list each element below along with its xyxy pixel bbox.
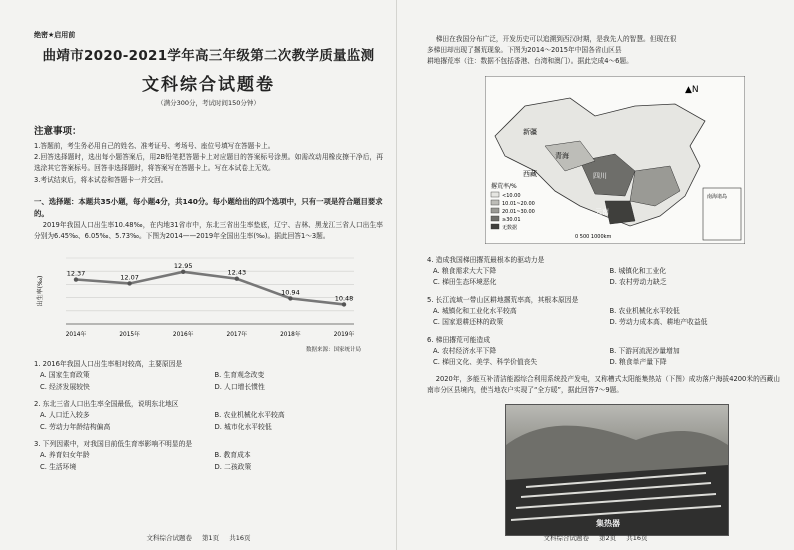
option-B[interactable]: B. 生育观念改变 <box>214 371 265 380</box>
x-tick-label: 2015年 <box>119 332 140 339</box>
option-C[interactable]: C. 梯田生态环境恶化 <box>433 278 497 287</box>
option-A[interactable]: A. 粮食需求大大下降 <box>433 266 497 275</box>
x-tick-label: 2019年 <box>333 332 355 339</box>
option-B[interactable]: B. 农业机械化水平较高 <box>214 411 285 420</box>
data-point <box>74 278 78 282</box>
option-B[interactable]: B. 下游河流泥沙量增加 <box>609 346 680 355</box>
map-label-qinghai: 青海 <box>555 151 569 160</box>
data-point <box>235 277 239 281</box>
map-legend-2: 10.01~20.00 <box>502 200 535 207</box>
map-legend-5: 无数据 <box>502 224 518 231</box>
chart-source: 数据来源：国家统计局 <box>305 347 361 354</box>
option-A[interactable]: A. 养育妇女年龄 <box>40 451 90 460</box>
map-legend-1: <10.00 <box>502 192 521 199</box>
data-label: 12.37 <box>66 269 86 278</box>
map-label-xinjiang: 新疆 <box>523 127 537 136</box>
terrace-intro-line-2: 多梯田却出现了撂荒现象。下图为2014～2015年中国各省山区县 <box>427 46 622 55</box>
option-D[interactable]: D. 农村劳动力缺乏 <box>609 278 667 287</box>
left-question-1-stem: 2. 东北三省人口出生率全国最低，说明东北地区 <box>34 400 179 409</box>
option-C[interactable]: C. 劳动力年龄结构偏高 <box>40 422 111 431</box>
map-legend-4: ≥30.01 <box>502 216 521 223</box>
birth-rate-chart <box>34 248 383 344</box>
right-question-2-options <box>427 346 780 369</box>
option-D[interactable]: D. 粮食单产量下降 <box>609 358 667 367</box>
right-question-1-options <box>427 306 780 329</box>
terrace-intro-line-3: 耕地撂荒率（注：数据不包括香港、台湾和澳门）。据此完成4～6题。 <box>427 57 633 66</box>
map-scale: 0 500 1000km <box>575 233 612 240</box>
option-D[interactable]: D. 二孩政策 <box>214 462 252 471</box>
data-point <box>342 302 346 306</box>
notice-1: 1.答题前，考生务必用自己的姓名、准考证号、考场号、座位号填写在答题卡上。 <box>34 142 275 150</box>
right-footer: 文科综合试题卷 第2页 共16页 <box>543 534 648 542</box>
map-label-yunnan: 云南 <box>595 207 609 216</box>
option-A[interactable]: A. 农村经济水平下降 <box>433 346 497 355</box>
left-questions <box>34 358 383 473</box>
birth-rate-chart-svg <box>34 248 364 340</box>
exam-title: 曲靖市2020-2021学年高三年级第二次教学质量监测 <box>42 48 375 64</box>
subject-title: 文科综合试题卷 <box>142 75 275 95</box>
solar-collector-photo <box>505 404 729 536</box>
photo-label: 集热器 <box>596 519 620 529</box>
x-tick-label: 2014年 <box>65 332 87 339</box>
solar-collector-photo-svg <box>506 405 728 535</box>
map-label-xizang: 西藏 <box>523 169 537 178</box>
x-tick-label: 2016年 <box>172 332 194 339</box>
left-question-1-options <box>34 410 383 433</box>
option-D[interactable]: D. 城市化水平较低 <box>214 422 272 431</box>
right-question-0-stem: 4. 造成我国梯田撂荒最根本的驱动力是 <box>427 255 545 264</box>
option-B[interactable]: B. 城镇化和工业化 <box>609 266 667 275</box>
series-line <box>76 272 344 305</box>
data-label: 10.94 <box>281 288 300 297</box>
right-questions <box>427 254 780 369</box>
notice-3: 3.考试结束后，将本试卷和答题卡一并交回。 <box>34 175 168 184</box>
x-tick-label: 2017年 <box>226 332 248 339</box>
option-A[interactable]: A. 国家生育政策 <box>40 371 90 380</box>
option-C[interactable]: C. 国家退耕还林的政策 <box>433 318 504 327</box>
left-question-2-options <box>34 450 383 473</box>
data-label: 12.95 <box>173 262 193 271</box>
y-axis-label: 出生率(‰) <box>37 275 44 307</box>
data-label: 12.07 <box>120 273 139 282</box>
china-map <box>485 76 745 244</box>
china-map-svg <box>485 76 745 244</box>
north-arrow-icon: ▲N <box>685 84 699 95</box>
option-D[interactable]: D. 劳动力成本高、耕地产收益低 <box>609 318 708 327</box>
option-A[interactable]: A. 城镇化和工业化水平较高 <box>433 306 517 315</box>
data-label: 12.43 <box>227 268 247 277</box>
section-heading: 一、选择题：本题共35小题，每小题4分，共140分。每小题给出的四个选项中，只有一项是符合题目要求的。 <box>34 196 383 218</box>
map-inset-label: 南海诸岛 <box>707 193 728 200</box>
data-label: 10.48 <box>334 294 354 303</box>
notice-2: 2.回答选择题时，选出每小题答案后，用2B铅笔把答题卡上对应题目的答案标号涂黑。如需改动用橡皮擦干净后，再选涂其它答案标号。回答非选择题时，将答案写在答题卡上。写在本试卷上无效。 <box>34 153 383 173</box>
right-question-1-stem: 5. 长江流域一带山区耕地撂荒率高，其根本原因是 <box>427 295 579 304</box>
option-B[interactable]: B. 农业机械化水平较低 <box>609 306 680 315</box>
passage-2: 2020年，多能互补清洁能源综合利用系统投产发电，又称槽式太阳能集热站（下图）成功落户海拔4200米的西藏山南市分区县境内，使当地农户实现了“全方暖”，据此回答7～9题。 <box>427 374 780 394</box>
terrace-intro-line-1: 梯田在我国分布广泛，开发历史可以追溯到西汉时期，是我先人的智慧。但现在很 <box>435 35 677 43</box>
left-footer: 文科综合试题卷 第1页 共16页 <box>146 534 251 542</box>
option-C[interactable]: C. 经济发展较快 <box>40 382 90 391</box>
right-page <box>397 0 794 550</box>
data-point <box>127 281 131 285</box>
chart-intro: 2019年我国人口出生率10.48‰，在内地31省市中，东北三省出生率垫底，辽宁、吉林、黑龙江三省人口出生率分别为6.45‰、6.05‰、5.73‰。下图为2014——2019年全国出生率(‰)。据此回答1～3题。 <box>34 220 383 241</box>
data-point <box>181 270 185 274</box>
x-tick-label: 2018年 <box>280 332 301 339</box>
option-C[interactable]: C. 生活环境 <box>40 462 77 471</box>
option-C[interactable]: C. 梯田文化、美学、科学价值丧失 <box>433 358 538 367</box>
data-point <box>288 296 292 300</box>
right-question-2-stem: 6. 梯田撂荒可能造成 <box>427 335 491 344</box>
left-question-0-options <box>34 370 383 393</box>
right-question-0-options <box>427 266 780 289</box>
option-B[interactable]: B. 教育成本 <box>214 451 251 460</box>
secret-label: 绝密★启用前 <box>34 31 76 39</box>
option-A[interactable]: A. 人口迁入较多 <box>40 411 90 420</box>
map-legend-3: 20.01~30.00 <box>502 208 535 215</box>
left-question-2-stem: 3. 下列因素中，对我国目前低生育率影响不明显的是 <box>34 440 193 449</box>
map-legend-title: 撂荒率/% <box>491 182 517 190</box>
left-question-0-stem: 1. 2016年我国人口出生率相对较高，主要原因是 <box>34 360 183 369</box>
map-label-sichuan: 四川 <box>593 171 607 180</box>
score-note: （满分300分，考试时间150分钟） <box>157 99 260 107</box>
notice-heading: 注意事项： <box>34 126 82 137</box>
option-D[interactable]: D. 人口增长惯性 <box>214 382 265 391</box>
